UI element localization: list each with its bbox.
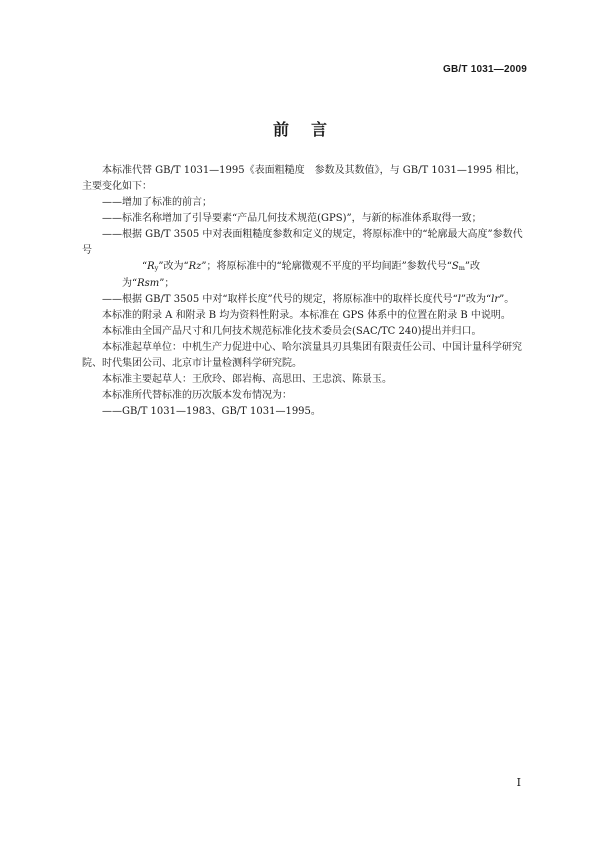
sampling-changed-to: ”改为“ bbox=[460, 294, 492, 305]
foreword-body bbox=[82, 163, 530, 420]
change-item-parameter-codes bbox=[82, 227, 530, 259]
change-item-parameter-codes-line2 bbox=[82, 259, 530, 292]
symbol-s: S bbox=[451, 261, 459, 272]
text-changed-to-2: ”改为“ bbox=[122, 261, 480, 289]
quote-open: “ bbox=[142, 261, 148, 272]
page-number: I bbox=[516, 776, 521, 789]
change-item-title: ——标准名称增加了引导要素“产品几何技术规范(GPS)”，与新的标准体系取得一致； bbox=[102, 213, 482, 224]
change-item-foreword: ——增加了标准的前言； bbox=[102, 197, 212, 208]
paragraph-replacement: 本标准代替 GB/T 1031—1995《表面粗糙度 参数及其数值》，与 GB/T 1031—1995 相比，主要变化如下： bbox=[82, 165, 526, 192]
text-mean-spacing: ”；将原标准中的“轮廓微观不平度的平均间距”参数代号“ bbox=[201, 261, 452, 272]
symbol-lr: lr bbox=[491, 294, 500, 305]
symbol-rsm: Rsm bbox=[137, 278, 160, 289]
page-title: 前言 bbox=[272, 120, 349, 139]
paragraph-committee: 本标准由全国产品尺寸和几何技术规范标准化技术委员会(SAC/TC 240)提出并归口。 bbox=[102, 326, 482, 337]
standard-code: GB/T 1031—2009 bbox=[443, 64, 527, 75]
symbol-r: R bbox=[147, 261, 155, 272]
change-item-sampling-length bbox=[82, 292, 530, 308]
paragraph-annexes: 本标准的附录 A 和附录 B 均为资料性附录。本标准在 GPS 体系中的位置在附录 B 中说明。 bbox=[102, 310, 511, 321]
text-end: ”； bbox=[159, 278, 175, 289]
previous-editions-list: ——GB/T 1031—1983、GB/T 1031—1995。 bbox=[102, 406, 321, 417]
paragraph-drafters: 本标准主要起草人：王欣玲、郎岩梅、高思田、王忠滨、陈景玉。 bbox=[102, 374, 392, 385]
subscript-m: m bbox=[458, 264, 465, 272]
sampling-length-text: ——根据 GB/T 3505 中对“取样长度”代号的规定，将原标准中的取样长度代号“ bbox=[102, 294, 458, 305]
symbol-l: l bbox=[457, 294, 461, 305]
paragraph-previous-editions: 本标准所代替标准的历次版本发布情况为： bbox=[102, 390, 292, 401]
change-item-parameter-codes-line1: ——根据 GB/T 3505 中对表面粗糙度参数和定义的规定，将原标准中的“轮廓最大高度”参数代号 bbox=[82, 229, 523, 256]
paragraph-drafting-units: 本标准起草单位：中机生产力促进中心、哈尔滨量具刃具集团有限责任公司、中国计量科学研究院、时代集团公司、北京市计量检测科学研究院。 bbox=[82, 342, 522, 369]
sampling-end: ”。 bbox=[499, 294, 515, 305]
symbol-rz: Rz bbox=[188, 261, 202, 272]
subscript-y: y bbox=[154, 264, 159, 272]
text-changed-to-1: ”改为“ bbox=[158, 261, 189, 272]
